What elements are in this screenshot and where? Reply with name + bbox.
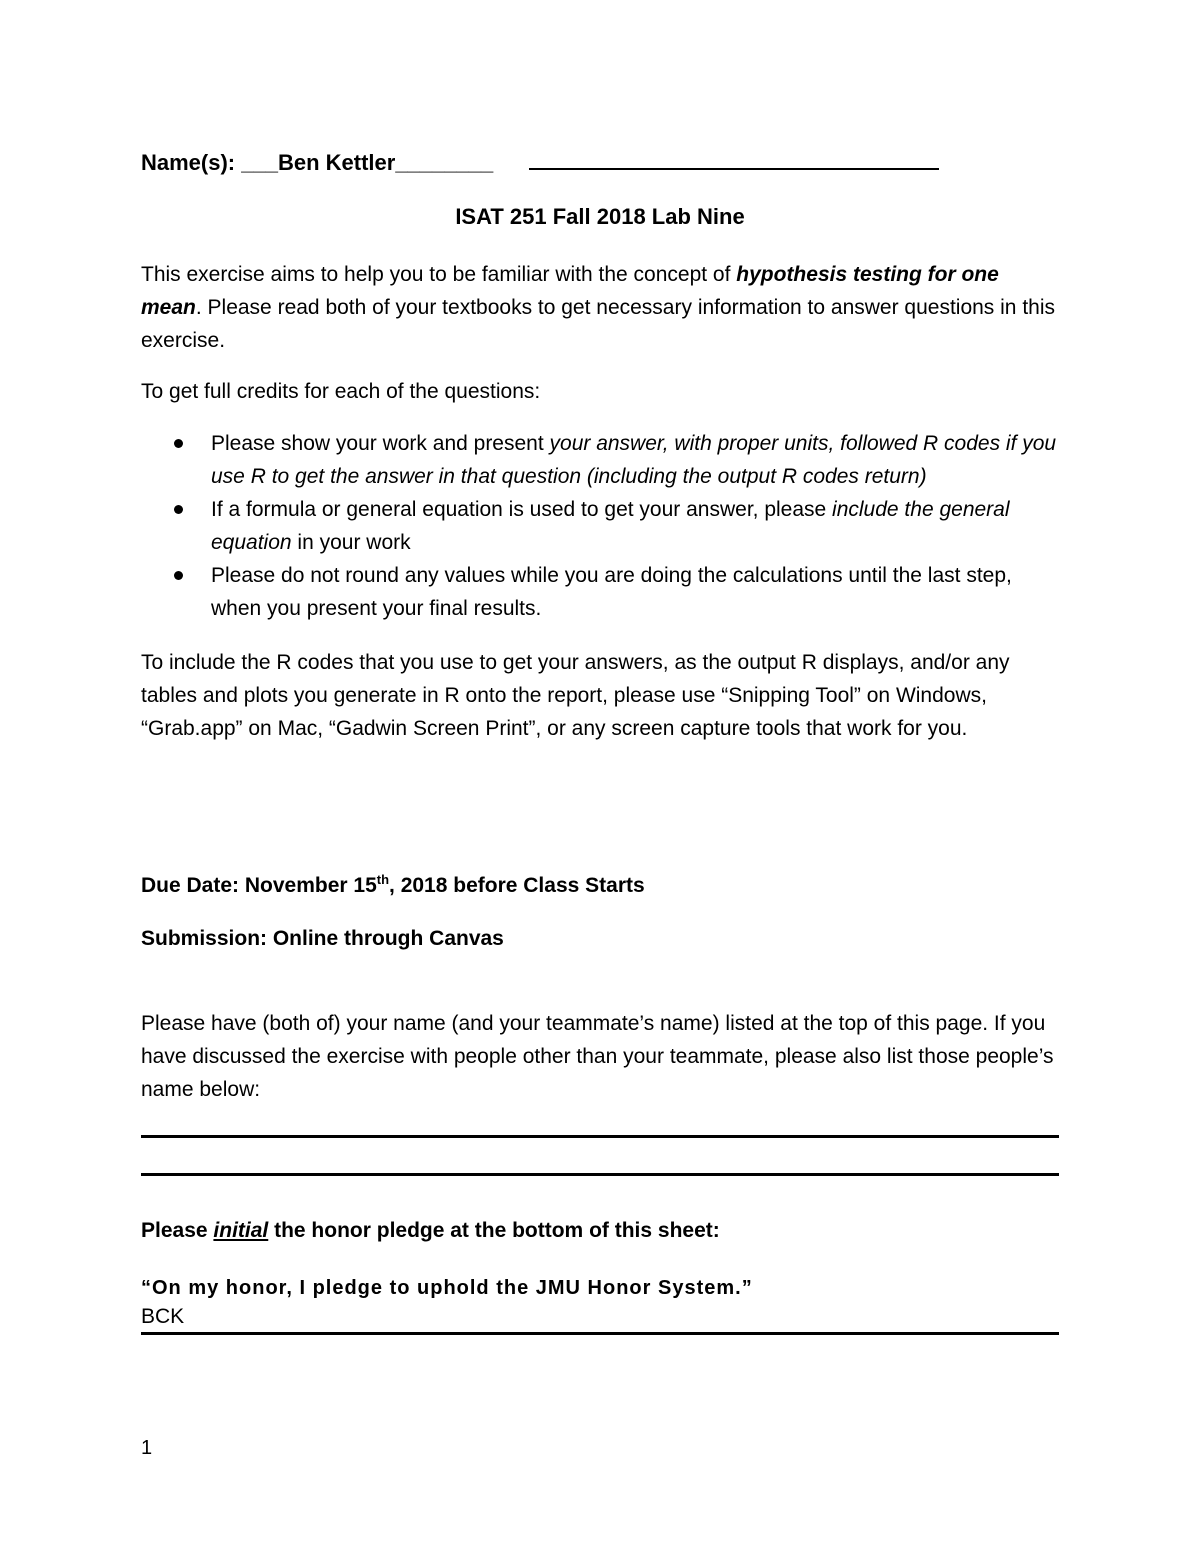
teammate-name-blank (529, 146, 939, 170)
document-title: ISAT 251 Fall 2018 Lab Nine (455, 204, 745, 229)
r-codes-paragraph: To include the R codes that you use to get your answers, as the output R displays, and/or any tables and plots you generate in R onto the report, please use “Snipping Tool” on Windows, “Grab.app” on Mac, “Gadwin Screen Print”, or any screen capture tools that work for you. (141, 651, 1010, 740)
name-value: ___Ben Kettler________ (241, 150, 494, 175)
honor-instruction (141, 1214, 1061, 1247)
requirements-list (141, 427, 1061, 625)
due-date (141, 869, 1061, 902)
honor-pledge: “On my honor, I pledge to uphold the JMU Honor System.” (141, 1277, 753, 1299)
pledge-signature-line (141, 1332, 1059, 1335)
bullet-icon (174, 439, 183, 448)
intro-text-end: . Please read both of your textbooks to get necessary information to answer questions in this exercise. (141, 296, 1056, 352)
honor-instruction-initial: initial (213, 1219, 269, 1242)
page-number: 1 (141, 1437, 153, 1459)
names-paragraph: Please have (both of) your name (and your teammate’s name) listed at the top of this page. If you have discussed the exercise with people other than your teammate, please also list those people’s name below: (141, 1012, 1054, 1101)
list-item (141, 493, 1061, 559)
list-item (141, 559, 1061, 625)
list-item (141, 427, 1061, 493)
submission-line: Submission: Online through Canvas (141, 927, 504, 950)
pledge-initials: BCK (141, 1305, 185, 1328)
bullet-text: If a formula or general equation is used to get your answer, please (211, 498, 833, 521)
honor-instruction-end: the honor pledge at the bottom of this sheet: (268, 1219, 720, 1242)
due-date-suffix: th (376, 872, 390, 887)
due-date-label: Due Date: November 15 (141, 874, 377, 897)
honor-instruction-start: Please (141, 1219, 214, 1242)
intro-text-start: This exercise aims to help you to be familiar with the concept of (141, 263, 737, 286)
intro-paragraph (141, 258, 1061, 357)
bullet-italic-text: your answer, with proper units, followed R codes if you use R to get the answer in that question (including the output R codes return) (211, 432, 1057, 488)
name-line (141, 146, 939, 178)
credits-heading: To get full credits for each of the questions: (141, 380, 541, 403)
other-names-line-2 (141, 1173, 1059, 1176)
bullet-text: Please show your work and present (211, 432, 550, 455)
bullet-text: Please do not round any values while you are doing the calculations until the last step, when you present your final results. (211, 564, 1012, 620)
bullet-italic-text: include the general equation (211, 498, 1010, 554)
bullet-icon (174, 571, 183, 580)
other-names-line-1 (141, 1135, 1059, 1138)
due-date-rest: , 2018 before Class Starts (389, 874, 645, 897)
name-label: Name(s): (141, 150, 242, 175)
bullet-tail-text: in your work (291, 531, 411, 554)
bullet-icon (174, 505, 183, 514)
intro-emphasis: hypothesis testing for one mean (141, 263, 999, 319)
